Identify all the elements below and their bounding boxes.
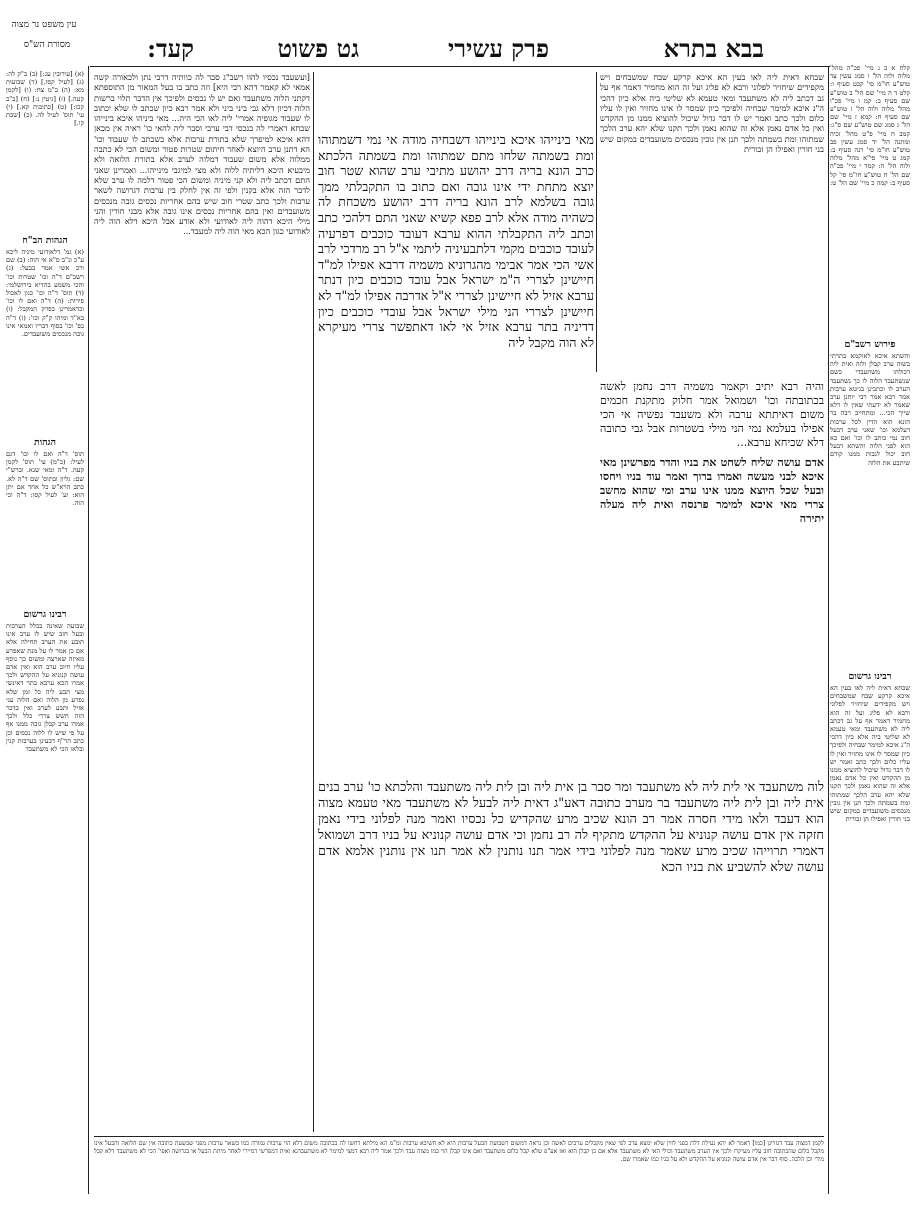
tosafot-rule	[313, 72, 314, 1132]
left-gutter-rule	[88, 66, 89, 1194]
gershom-right-block	[830, 668, 910, 1198]
gemara-paragraph-4: לוה משתעבד אי לית ליה לא משתעבד ומר סבר בן אית ליה ובן לית ליה משתעבד והלכתא כו' ערב בנים אית ליה ובן לית ליה משתעבד בר מערב כתובה דאע"ג דאית ליה לבעל לא משתעבד מאי טעמא מצוה הוא דעבד ולאו מידי חסרה אמר רב הונא שכיב מרע שהקדיש כל נכסיו ואמר מנה לפלוני בידי נאמן חזקה אין אדם עושה קנוניא על ההקדש מתקיף לה רב נחמן וכי אדם עושה קנוניא על בניו דרב ושמואל דאמרי תרוייהו שכיב מרע שאמר מנה לפלוני בידי אמר תנו נותנין לא אמר תנו אין נותנין אלמא אדם עושה שלא להשביע את בניו הכא	[318, 780, 824, 875]
ein-mishpat-column: קלח א ב ג מיי' פכ"ה מהל' מלוה ולוה הל' ו סמג עשין צד טוש"ע חו"מ סי' קכט סעיף ו: קלט ד ה מיי' שם הל' ב טוש"ע שם סעיף ב: קמ ו מיי' פכ"ו מהל' מלוה ולוה הל' ז טוש"ע שם סעיף ח: קמא ז מיי' שם הל' ג סמג שם טוש"ע שם ס"ג: קמב ח מיי' פ"ט מהל' זכיה ומתנה הל' יד סמג עשין פב טוש"ע חו"מ סי' רנה סעיף ב: קמג ט מיי' פי"א מהל' מלוה ולוה הל' ה: קמד י מיי' פכ"ה שם הל' ח טוש"ע חו"מ סי' קל סעיף ב: קמה כ מיי' שם הל' ט:	[830, 64, 910, 187]
gershom-right-heading: רבינו גרשום	[848, 671, 892, 682]
tractate-title: בבא בתרא	[663, 34, 764, 63]
gemara-paragraph-2: והיה רבא יתיב וקאמר משמיה דרב נחמן לאשה בכתובתה וכו' ושמואל אמר חלוק מתקנת חכמים משום דאיתתא ערבה ולא משעבד נפשיה אי הכי אפילו בעלמא נמי הני מילי בשטרות אבל גבי כתובה דלא שכיחא ערבא...	[600, 380, 824, 449]
rashbam-inner-column: שבחא דאית ליה לאו בעין הא איכא קרקע שבח שמשבחים ויש מקפידים שיחזיר לפלוני ורבא לא פליג ועל זה הוא מחמיר דאמר אף על גב דכתב ליה לא משתעבד ומאי טעמא לא שליטי ביה אלא כיון דהכי ה"נ איכא למימר שבחיה ולפיכך כיון שמסר לו אינו מחזיר ואין לו עליו כלום ולכך כתב ואמר יש לו דבר גדול שיכול להוציא ממנו מן ההקדש ואין כל אדם נאמן אלא זה שהוא נאמן ולכך תקנו שלא יהא ערב הלכך שמתוהו ומת בשמתה ולכך תנן אין גובין מנכסים משועבדים במקום שיש בני חורין ואפילו הן זבורית	[600, 72, 824, 155]
rashbam-inner-rule	[596, 72, 597, 372]
hagahot-habach-block	[6, 232, 84, 432]
masoret-label: מסורת הש"ס	[23, 40, 71, 50]
masoret-column: (א) [עירובין עג:] (ב) ב"ק לה: (ג) [לעיל קסו.] (ד) שבועות מא: (ה) ב"מ צח: (ו) [לקמן קעה.] (ז) [גיטין נ:] (ח) [ב"ב קכו:] (ט) [כתובות קא.] (י) עי' תוס' לעיל לה. (כ) [שבת קו.]	[6, 70, 84, 128]
gershom-right-text: שבחא דאית ליה לאו בעין הא איכא קרקע שבח שמשבחים ויש מקפידים שיחזיר לפלוני ורבא לא פליג ועל זה הוא מחמיר דאמר אף על גב דכתב ליה לא משתעבד ומאי טעמא לא שליטי ביה אלא כיון דהכי ה"נ איכא למימר שבחיה ולפיכך כיון שמסר לו אינו מחזיר ואין לו עליו כלום ולכך כתב ואמר יש לו דבר גדול שיכול להוציא ממנו מן ההקדש ואין כל אדם נאמן אלא זה שהוא נאמן ולכך תקנו שלא יהא ערב הלכך שמתוהו ומת בשמתה ולכך תנן אין גובין מנכסים משועבדים במקום שיש בני חורין ואפילו הן זבורית	[830, 684, 910, 824]
hagahot-heading: הגהות	[34, 437, 56, 448]
gershom-left-block	[6, 606, 84, 1196]
gemara-main	[318, 132, 594, 772]
hagahot-text: תוס' ד"ה ואם לו וכו' דגם לעיל: (כ"מ) עי' תוס' לקמן קעה. ד"ה ומאי שנא. וברש"י שם: גליון ובתוס' שם ד"ה לא. כתב הרא"ש כל אחד אם יתן הוא: וע' לעיל קסו: ד"ה וכי הוה.	[6, 450, 84, 508]
footer-rule	[94, 1136, 824, 1137]
gershom-left-heading: רבינו גרשום	[23, 609, 67, 620]
hagahot-habach-heading: הגהות הב"ח	[22, 235, 68, 246]
page-number: קעד:	[147, 34, 194, 63]
right-gutter-rule	[828, 66, 829, 1194]
hagahot-habach-text: (א) גמ' דלאודועי מיניה ליכא ע"כ ונ"ב ס"א אי הוה: (ב) שם ורב אשי אמר בבעל: (ג) רשב"ם ד"ה וכו' שטרות וכו' והכי משמע בהדיא בירושלמי: (ד) תוס' ד"ה וכו' כגון לאכול פירות: (ה) ד"ה ואם לו וכו' וכדאמרינן בפרק המקבל: (ו) בא"ד ומיהו ק"ק וכו': (ז) ד"ה בפ' וכו' בסוף דבריו ואמאי אינו גובה מנכסים משועבדים.	[6, 248, 84, 339]
tosafot-column: [ועשעבד נכסיו להוו רשב"ג סבר לה כוותיה דרבי נתן ולכאורה קשה אמאי לא קאמר דהא רבי היא] וזה כתב בו בעל המאור מן התוספתא דקתני הלוה משתעבד ואם יש לו נכסים ולפיכך אין הדבר תלוי ברשות הלוה דכיון דלא גבי ביני ביני ולא אמר רבא כיון שכתב לו שלא יכתוב לו שעבוד מגופיה אמרי' ליה לאו הכי היה... מאי ביניהו איכא בינייהו שבחא דאמרי לה בנכסי דבי ערבי וסבר ליה להאי כו' ראיה אין מכאן דהא איכא למיפרך שלא בתורת ערבות אלא כשכתב לו שעבוד וכו' הא דתנן ערב היוצא לאחר חיתום שטרות פטור ומשום הכי לא כתבה ממלוה אלא משום שעבוד דמלוה לערב אלא בתורת הלואה ולא מיבעיא היכא דליתיה ללוה ולא מצי למיגבי מינייהו... ואמרינן שאני התם דכתב ליה ולא קני מיניה ומשום הכי פטור דלמה לו ערב שלא לדבר הזה אלא בקנין ולפי זה אין לחלק בין ערבות דגרושה לשאר ערבות ולכך כתב שטרי חוב שיש בהם אחריות נכסים גובה מנכסים משועבדים ואין בהם אחריות נכסים אינו גובה אלא מבני חורין והני מילי היכא דהוה ליה לאודועי ולא אודע אבל היכא דלא הוה ליה לאודועי כגון הכא מאי הוה ליה למעבד...	[94, 72, 310, 237]
header-rule	[90, 66, 830, 67]
rashbam-heading: פירוש רשב"ם	[844, 339, 896, 350]
gemara-side	[600, 380, 824, 780]
chapter-title: גט פשוט	[277, 34, 359, 63]
perek-title: פרק עשירי	[448, 34, 549, 63]
footer-text: לקמן דמצוה עבד דגזרינן [כמו] דאמר לא יהא נעילת דלת בפני לווין שלא ימצא ערב לפי שאין מקבלים ערבים לאשה וכן נראה דמשום דשבועת הבעל ערבות היא לא חשיבא ערבות ומ"מ הא מילתא דחשו לה בכתובה משום דלא הוי ערבות גמורה כמו בשאר ערבות מפני שבשעת כתובה אין שם הלואה והבעל אינו מקבל כלום שהכתובה חוב עליו מעיקרו ולכך אין הערב משתעבד וכולי האי לא משתעבד אלא אם כן קבלן הוא ואז אע"פ שלא קבל כלום משתעבד ואם אינו קבלן הוי כמו מצוה עבד ולכך אמר ליה רבא דמצי למימר לא משתעבדנא ואית דמפרשי דמיירי לאחר מיתת הבעל או בגרושה ואפי' הכי לא משתעבד דלא קבל מידי וכן הלכה. סוף דבר אין אדם עושה קנוניא על ההקדש ולא על בניו כמו שאמרו שם.	[94, 1140, 824, 1163]
rashbam-right-block	[830, 336, 910, 666]
gershom-left-text: שבועה שאינה בכלל הערבות ובעל חוב שיש לו ערב אינו תובע את הערב תחילה אלא אם כן אמר לו על מנת שאפרע מאיזה שארצה ומשום כך נוסף עליו חיוב ערב הוא ואין אדם עושה קנוניא על ההקדש ולכך אמרו הכא ערבא בתר דאינשי מצי תבע ליה כל זמן שלא נפרע מן הלוה ואם הלוה עני אזיל ותבע לערב ואין בדבר הזה חשש צררי כלל ולכך אמרו ערב קבלן גובה ממנו אף על פי שיש לו ללוה נכסים וכן כתב הר"ף דבעינן בערבות קנין ובלאו הכי לא משתעבד	[6, 622, 84, 754]
ein-mishpat-label: עין משפט נר מצוה	[11, 20, 77, 30]
hagahot-block	[6, 434, 84, 604]
rashbam-right-text: והשתא איכא לאוקמא בתרתי בשוה ערב קבלן ולוה ואית ליה דכולהו משתעבדי כשם שנשתעבד הלוה לו כך נשתעבד הערב לו וכתבינן בגיטא ערבות אמר רבא אמר רבי יוחנן ערב שאמר לא ידעתי שאין לו דלא שייך הכי... ומתחייב רבה בר הונא הוא הדין לכל ערבות דעלמא וכו' שאני ערב דבעל חוב נמי כותב לו וכו' ואם בא הוא לפני הלוה והשתא דבעל חוב יכול לגבות ממנו קודם שיתבע את הלוה	[830, 352, 910, 467]
gemara-paragraph-3: אדם עושה שליח לשחט את בניו והדר מפרשינן מאי איכא לבני מעשה ואמרו ברוך ואמר עוד בניו ויחסו ובעל שכל היוצא ממנו אינו ערב ומי שהוא מחשב צררי מאי איכא למימר פרנסה ואית ליה מעלה יתירה	[600, 456, 824, 525]
gemara-wide	[318, 780, 824, 980]
gemara-paragraph-1: מאי בינייהו איכא בינייהו דשבחיה מודה אי נמי דשמתוהו ומת בשמתה שלחו מתם שמתוהו ומת בשמתה הלכתא כרב הונא בריה דרב יהושע מתיבי ערב שהוא שטר חוב יוצא מתחת ידי אינו גובה ואם כתוב בו התקבלתי ממך גובה בשלמא לרב הונא בריה דרב יהושע משכחת לה כשהיה מודה אלא לרב פפא קשיא שאני התם דלהכי כתב וכתב ליה התקבלתי ההוא ערבא דעובד כוכבים דפרעיה לעובד כוכבים מקמי דלתבעיניה ליתמי א"ל רב מרדכי לרב אשי הכי אמר אבימי מהגרוניא משמיה דרבא אפילו למ"ד חיישינן לצררי ה"מ ישראל אבל עובד כוכבים כיון דנתר ערבא אזיל לא חיישינן לצררי א"ל אדרבה אפילו למ"ד לא חיישינן לצררי הני מילי ישראל אבל עובדי כוכבים כיון דדיניה בתר ערבא אזיל אי לאו דאתפשר צררי מעיקרא לא הוה מקבל ליה	[318, 132, 594, 350]
